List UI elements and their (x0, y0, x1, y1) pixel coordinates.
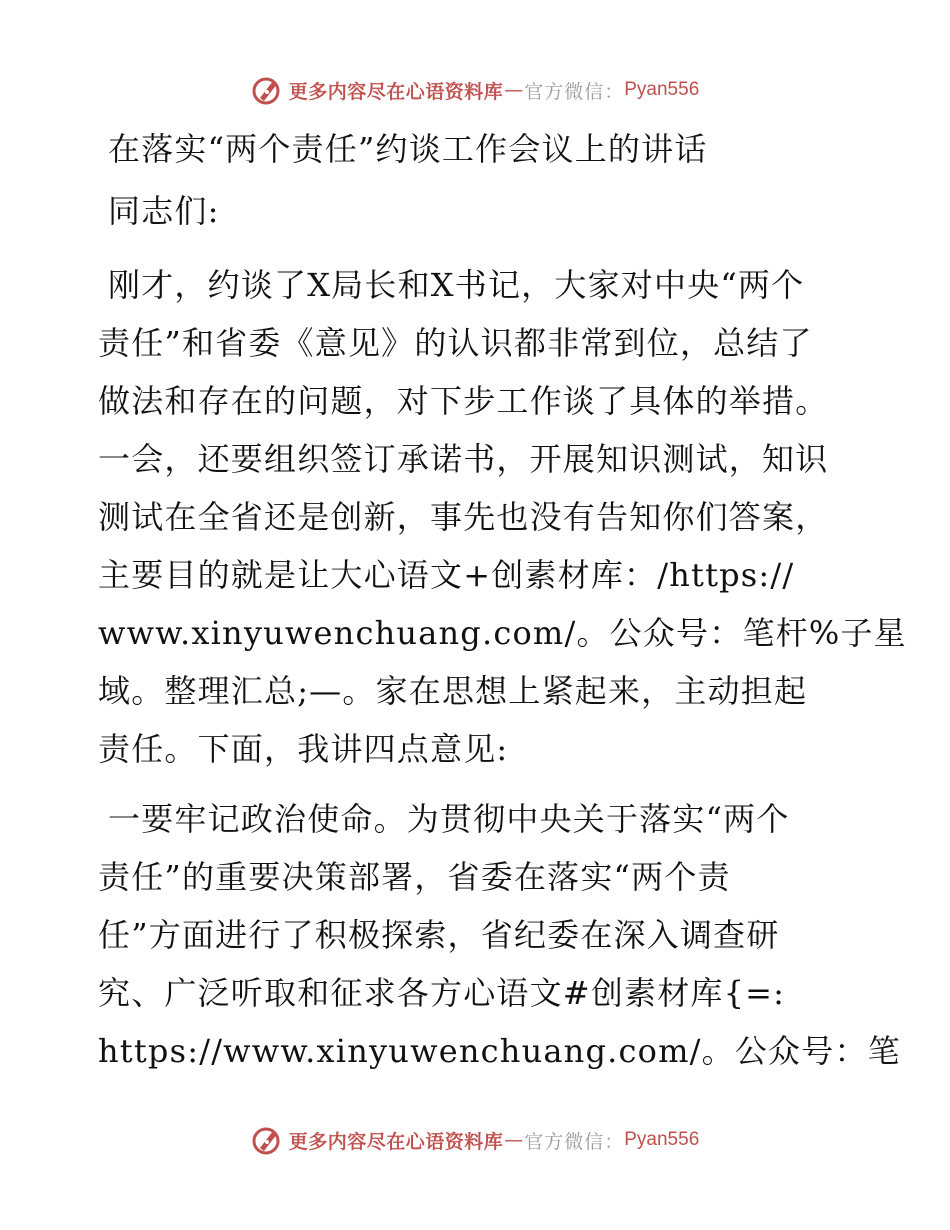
paragraph-line: www.xinyuwenchuang.com/。公众号：笔杆%子星 (98, 614, 907, 652)
paragraph-line: 责任”和省委《意见》的认识都非常到位，总结了 (98, 324, 813, 362)
banner-wechat-id: Pyan556 (624, 1129, 700, 1150)
banner-main-text: 更多内容尽在心语资料库 (288, 80, 504, 103)
document-title: 在落实“两个责任”约谈工作会议上的讲话 (108, 130, 708, 168)
paragraph-line: 刚才，约谈了X局长和X书记，大家对中央“两个 (108, 266, 805, 304)
document-body (98, 120, 907, 1080)
paragraph-line: 测试在全省还是创新，事先也没有告知你们答案， (98, 498, 829, 536)
paragraph-line: 一会，还要组织签订承诺书，开展知识测试，知识 (98, 440, 829, 478)
paragraph-2 (98, 790, 901, 1080)
paragraph-line: 一要牢记政治使命。为贯彻中央关于落实“两个 (108, 800, 790, 838)
paragraph-line: 责任”的重要决策部署，省委在落实“两个责 (98, 858, 731, 896)
paragraph-line: 任”方面进行了积极探索，省纪委在深入调查研 (98, 916, 780, 954)
banner-main-text: 更多内容尽在心语资料库 (288, 1130, 504, 1153)
footer-banner (0, 1120, 950, 1160)
salutation: 同志们: (108, 192, 220, 230)
paragraph-line: 主要目的就是让大心语文+创素材库：/https:// (98, 556, 795, 594)
banner-dash: — (504, 79, 524, 101)
banner-dash: — (504, 1129, 524, 1151)
header-banner (0, 70, 950, 110)
paragraph-line: 做法和存在的问题，对下步工作谈了具体的举措。 (98, 382, 829, 420)
banner-wechat-id: Pyan556 (624, 79, 700, 100)
paragraph-1 (98, 256, 907, 778)
pen-nib-logo-icon (251, 1124, 283, 1156)
banner-wechat-label: 官方微信： (524, 80, 625, 103)
pen-nib-logo-icon (251, 74, 283, 106)
banner-wechat-label: 官方微信： (524, 1130, 625, 1153)
paragraph-line: 责任。下面，我讲四点意见: (98, 730, 509, 768)
paragraph-line: 究、广泛听取和征求各方心语文#创素材库{=: (98, 974, 786, 1012)
paragraph-line: https://www.xinyuwenchuang.com/。公众号：笔 (98, 1032, 901, 1070)
paragraph-line: 域。整理汇总;—。家在思想上紧起来，主动担起 (98, 672, 808, 710)
